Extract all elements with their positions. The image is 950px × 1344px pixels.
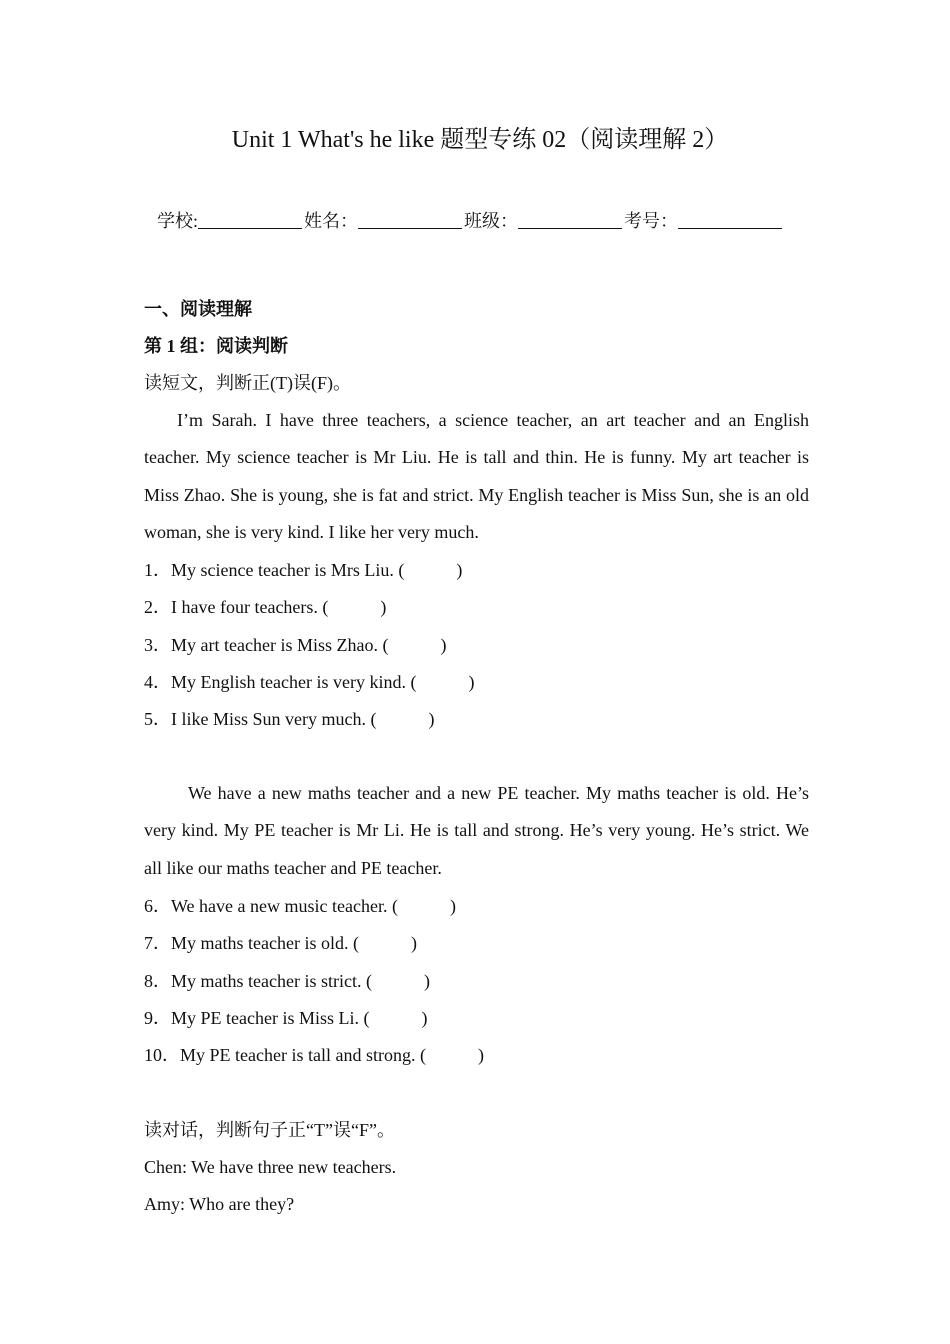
question-number: 6． (144, 896, 171, 916)
class-blank (518, 210, 622, 229)
close-paren: ) (449, 896, 456, 916)
close-paren: ) (440, 635, 447, 655)
page-title: Unit 1 What's he like 题型专练 02（阅读理解 2） (231, 127, 729, 153)
close-paren: ) (423, 971, 430, 991)
question-text: My PE teacher is Miss Li. ( (171, 1008, 370, 1028)
instruction-1: 读短文，判断正(T)误(F)。 (144, 373, 351, 393)
question-5 (144, 706, 434, 732)
question-text: I have four teachers. ( (171, 597, 329, 617)
question-9 (144, 1005, 427, 1031)
question-number: 3． (144, 635, 171, 655)
school-blank (198, 210, 302, 229)
question-number: 7． (144, 933, 171, 953)
question-2 (144, 594, 386, 620)
name-blank (358, 210, 462, 229)
question-text: My PE teacher is tall and strong. ( (180, 1045, 426, 1065)
question-text: My English teacher is very kind. ( (171, 672, 417, 692)
question-10 (144, 1042, 484, 1068)
close-paren: ) (421, 1008, 428, 1028)
close-paren: ) (468, 672, 475, 692)
question-3 (144, 632, 446, 658)
exam-no-label: 考号： (624, 211, 679, 231)
question-text: My maths teacher is strict. ( (171, 971, 372, 991)
class-label: 班级： (464, 211, 519, 231)
passage-1 (144, 402, 809, 551)
school-label: 学校: (157, 211, 199, 231)
question-number: 4． (144, 672, 171, 692)
question-number: 5． (144, 709, 171, 729)
passage-2 (144, 775, 809, 887)
question-text: My science teacher is Mrs Liu. ( (171, 560, 405, 580)
question-number: 9． (144, 1008, 171, 1028)
question-8 (144, 968, 430, 994)
question-text: We have a new music teacher. ( (171, 896, 398, 916)
close-paren: ) (477, 1045, 484, 1065)
exam-no-blank (678, 210, 782, 229)
question-text: I like Miss Sun very much. ( (171, 709, 377, 729)
question-number: 1． (144, 560, 171, 580)
passage-2-text: We have a new maths teacher and a new PE teacher. My maths teacher is old. He’s very kind. My PE teacher is Mr Li. He is tall and strong. He’s very young. He’s strict. We all like our maths teacher and PE teacher. (144, 783, 809, 878)
instruction-2: 读对话，判断句子正“T”误“F”。 (144, 1120, 395, 1140)
question-text: My maths teacher is old. ( (171, 933, 359, 953)
close-paren: ) (410, 933, 417, 953)
dialogue-line-1: Chen: We have three new teachers. (144, 1157, 397, 1177)
question-number: 8． (144, 971, 171, 991)
close-paren: ) (380, 597, 387, 617)
student-info-row (157, 208, 784, 234)
section-heading: 一、阅读理解 (144, 299, 252, 319)
question-number: 10． (144, 1045, 180, 1065)
group-heading: 第 1 组：阅读判断 (144, 336, 288, 356)
question-number: 2． (144, 597, 171, 617)
name-label: 姓名： (304, 211, 359, 231)
dialogue-line-2: Amy: Who are they? (144, 1194, 295, 1214)
question-text: My art teacher is Miss Zhao. ( (171, 635, 389, 655)
question-6 (144, 893, 456, 919)
close-paren: ) (428, 709, 435, 729)
close-paren: ) (456, 560, 463, 580)
passage-1-text: I’m Sarah. I have three teachers, a science teacher, an art teacher and an English teacher. My science teacher is Mr Liu. He is tall and thin. He is funny. My art teacher is Miss Zhao. She is young, she is fat and strict. My English teacher is Miss Sun, she is an old woman, she is very kind. I like her very much. (144, 410, 809, 542)
question-1 (144, 557, 462, 583)
question-4 (144, 669, 474, 695)
question-7 (144, 930, 417, 956)
